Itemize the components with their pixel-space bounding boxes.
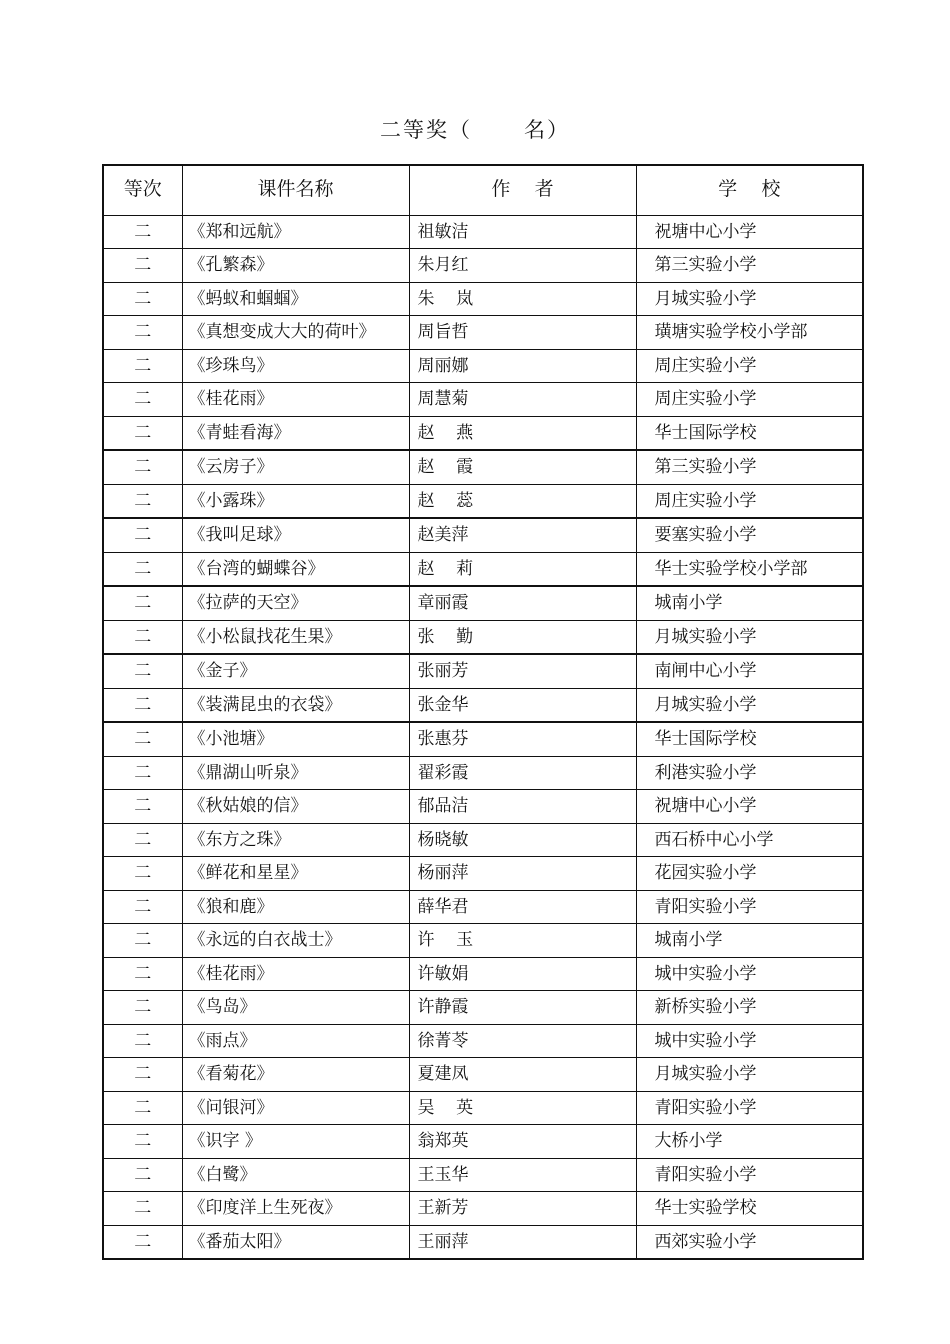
school-cell: 南闸中心小学 xyxy=(636,654,863,688)
author-cell: 王新芳 xyxy=(409,1192,636,1226)
author-cell: 翁郑英 xyxy=(409,1125,636,1159)
course-name-cell: 《孔繁森》 xyxy=(182,249,409,283)
rank-cell: 二 xyxy=(103,1058,182,1092)
awards-table xyxy=(102,164,864,1260)
table-row xyxy=(103,688,863,722)
table-row xyxy=(103,1125,863,1159)
author-cell: 徐菁苓 xyxy=(409,1024,636,1058)
author-cell: 杨晓敏 xyxy=(409,823,636,857)
course-name-cell: 《桂花雨》 xyxy=(182,957,409,991)
school-cell: 青阳实验小学 xyxy=(636,890,863,924)
table-row xyxy=(103,518,863,552)
school-cell: 华士国际学校 xyxy=(636,416,863,450)
rank-cell: 二 xyxy=(103,215,182,249)
table-row xyxy=(103,586,863,620)
course-name-cell: 《鲜花和星星》 xyxy=(182,857,409,891)
table-row xyxy=(103,249,863,283)
table-row xyxy=(103,349,863,383)
school-cell: 祝塘中心小学 xyxy=(636,215,863,249)
table-row xyxy=(103,484,863,518)
header-row xyxy=(103,165,863,215)
author-cell: 吴 英 xyxy=(409,1091,636,1125)
school-cell: 月城实验小学 xyxy=(636,620,863,654)
school-cell: 周庄实验小学 xyxy=(636,484,863,518)
table-row xyxy=(103,416,863,450)
course-name-cell: 《永远的白衣战士》 xyxy=(182,924,409,958)
author-cell: 张 勤 xyxy=(409,620,636,654)
author-cell: 翟彩霞 xyxy=(409,756,636,790)
author-cell: 张丽芳 xyxy=(409,654,636,688)
author-cell: 赵 霞 xyxy=(409,450,636,484)
school-cell: 周庄实验小学 xyxy=(636,383,863,417)
table-row xyxy=(103,1158,863,1192)
course-name-cell: 《白鹭》 xyxy=(182,1158,409,1192)
school-cell: 华士实验学校 xyxy=(636,1192,863,1226)
table-row xyxy=(103,215,863,249)
table-row xyxy=(103,857,863,891)
course-name-cell: 《识字 》 xyxy=(182,1125,409,1159)
author-cell: 周丽娜 xyxy=(409,349,636,383)
school-cell: 第三实验小学 xyxy=(636,249,863,283)
course-name-cell: 《郑和远航》 xyxy=(182,215,409,249)
course-name-cell: 《我叫足球》 xyxy=(182,518,409,552)
author-cell: 王玉华 xyxy=(409,1158,636,1192)
author-cell: 许静霞 xyxy=(409,991,636,1025)
rank-cell: 二 xyxy=(103,282,182,316)
author-cell: 赵美萍 xyxy=(409,518,636,552)
course-name-cell: 《印度洋上生死夜》 xyxy=(182,1192,409,1226)
rank-cell: 二 xyxy=(103,1192,182,1226)
course-name-cell: 《青蛙看海》 xyxy=(182,416,409,450)
table-row xyxy=(103,991,863,1025)
table-row xyxy=(103,890,863,924)
school-cell: 青阳实验小学 xyxy=(636,1091,863,1125)
school-cell: 利港实验小学 xyxy=(636,756,863,790)
school-cell: 城中实验小学 xyxy=(636,1024,863,1058)
rank-cell: 二 xyxy=(103,552,182,586)
rank-cell: 二 xyxy=(103,654,182,688)
author-cell: 张惠芬 xyxy=(409,722,636,756)
rank-cell: 二 xyxy=(103,790,182,824)
rank-cell: 二 xyxy=(103,1024,182,1058)
rank-cell: 二 xyxy=(103,249,182,283)
rank-cell: 二 xyxy=(103,857,182,891)
header-school: 学 校 xyxy=(636,165,863,215)
author-cell: 许敏娟 xyxy=(409,957,636,991)
header-course-name: 课件名称 xyxy=(182,165,409,215)
course-name-cell: 《蚂蚁和蝈蝈》 xyxy=(182,282,409,316)
rank-cell: 二 xyxy=(103,316,182,350)
author-cell: 周慧菊 xyxy=(409,383,636,417)
course-name-cell: 《装满昆虫的衣袋》 xyxy=(182,688,409,722)
school-cell: 西郊实验小学 xyxy=(636,1225,863,1259)
rank-cell: 二 xyxy=(103,416,182,450)
course-name-cell: 《云房子》 xyxy=(182,450,409,484)
rank-cell: 二 xyxy=(103,586,182,620)
header-rank: 等次 xyxy=(103,165,182,215)
school-cell: 要塞实验小学 xyxy=(636,518,863,552)
table-row xyxy=(103,316,863,350)
rank-cell: 二 xyxy=(103,1125,182,1159)
school-cell: 大桥小学 xyxy=(636,1125,863,1159)
author-cell: 夏建凤 xyxy=(409,1058,636,1092)
table-row xyxy=(103,1024,863,1058)
course-name-cell: 《珍珠鸟》 xyxy=(182,349,409,383)
table-row xyxy=(103,957,863,991)
table-row xyxy=(103,823,863,857)
author-cell: 张金华 xyxy=(409,688,636,722)
rank-cell: 二 xyxy=(103,957,182,991)
table-row xyxy=(103,282,863,316)
school-cell: 城南小学 xyxy=(636,586,863,620)
rank-cell: 二 xyxy=(103,823,182,857)
school-cell: 城南小学 xyxy=(636,924,863,958)
course-name-cell: 《桂花雨》 xyxy=(182,383,409,417)
school-cell: 华士实验学校小学部 xyxy=(636,552,863,586)
table-row xyxy=(103,1058,863,1092)
rank-cell: 二 xyxy=(103,620,182,654)
table-row xyxy=(103,1225,863,1259)
author-cell: 祖敏洁 xyxy=(409,215,636,249)
author-cell: 郁品洁 xyxy=(409,790,636,824)
author-cell: 朱 岚 xyxy=(409,282,636,316)
school-cell: 璜塘实验学校小学部 xyxy=(636,316,863,350)
author-cell: 杨丽萍 xyxy=(409,857,636,891)
table-row xyxy=(103,1091,863,1125)
course-name-cell: 《雨点》 xyxy=(182,1024,409,1058)
course-name-cell: 《金子》 xyxy=(182,654,409,688)
course-name-cell: 《拉萨的天空》 xyxy=(182,586,409,620)
course-name-cell: 《问银河》 xyxy=(182,1091,409,1125)
rank-cell: 二 xyxy=(103,349,182,383)
school-cell: 花园实验小学 xyxy=(636,857,863,891)
course-name-cell: 《狼和鹿》 xyxy=(182,890,409,924)
rank-cell: 二 xyxy=(103,450,182,484)
rank-cell: 二 xyxy=(103,518,182,552)
course-name-cell: 《小池塘》 xyxy=(182,722,409,756)
author-cell: 赵 蕊 xyxy=(409,484,636,518)
school-cell: 新桥实验小学 xyxy=(636,991,863,1025)
school-cell: 城中实验小学 xyxy=(636,957,863,991)
school-cell: 第三实验小学 xyxy=(636,450,863,484)
page-title: 二等奖（ 名） xyxy=(379,118,571,142)
rank-cell: 二 xyxy=(103,688,182,722)
author-cell: 章丽霞 xyxy=(409,586,636,620)
author-cell: 赵 燕 xyxy=(409,416,636,450)
course-name-cell: 《鸟岛》 xyxy=(182,991,409,1025)
course-name-cell: 《看菊花》 xyxy=(182,1058,409,1092)
table-row xyxy=(103,552,863,586)
author-cell: 许 玉 xyxy=(409,924,636,958)
course-name-cell: 《小露珠》 xyxy=(182,484,409,518)
header-author: 作 者 xyxy=(409,165,636,215)
table-row xyxy=(103,924,863,958)
rank-cell: 二 xyxy=(103,890,182,924)
rank-cell: 二 xyxy=(103,383,182,417)
course-name-cell: 《台湾的蝴蝶谷》 xyxy=(182,552,409,586)
course-name-cell: 《秋姑娘的信》 xyxy=(182,790,409,824)
school-cell: 月城实验小学 xyxy=(636,282,863,316)
rank-cell: 二 xyxy=(103,991,182,1025)
school-cell: 月城实验小学 xyxy=(636,688,863,722)
course-name-cell: 《小松鼠找花生果》 xyxy=(182,620,409,654)
school-cell: 月城实验小学 xyxy=(636,1058,863,1092)
table-row xyxy=(103,1192,863,1226)
table-row xyxy=(103,756,863,790)
author-cell: 周旨哲 xyxy=(409,316,636,350)
school-cell: 祝塘中心小学 xyxy=(636,790,863,824)
author-cell: 朱月红 xyxy=(409,249,636,283)
table-row xyxy=(103,383,863,417)
rank-cell: 二 xyxy=(103,1225,182,1259)
course-name-cell: 《真想变成大大的荷叶》 xyxy=(182,316,409,350)
school-cell: 华士国际学校 xyxy=(636,722,863,756)
table-row xyxy=(103,722,863,756)
rank-cell: 二 xyxy=(103,1091,182,1125)
table-row xyxy=(103,790,863,824)
rank-cell: 二 xyxy=(103,756,182,790)
course-name-cell: 《番茄太阳》 xyxy=(182,1225,409,1259)
author-cell: 王丽萍 xyxy=(409,1225,636,1259)
table-row xyxy=(103,450,863,484)
school-cell: 青阳实验小学 xyxy=(636,1158,863,1192)
school-cell: 周庄实验小学 xyxy=(636,349,863,383)
rank-cell: 二 xyxy=(103,484,182,518)
author-cell: 赵 莉 xyxy=(409,552,636,586)
course-name-cell: 《鼎湖山听泉》 xyxy=(182,756,409,790)
course-name-cell: 《东方之珠》 xyxy=(182,823,409,857)
rank-cell: 二 xyxy=(103,924,182,958)
rank-cell: 二 xyxy=(103,1158,182,1192)
table-body xyxy=(103,215,863,1259)
table-row xyxy=(103,654,863,688)
school-cell: 西石桥中心小学 xyxy=(636,823,863,857)
table-row xyxy=(103,620,863,654)
author-cell: 薛华君 xyxy=(409,890,636,924)
rank-cell: 二 xyxy=(103,722,182,756)
